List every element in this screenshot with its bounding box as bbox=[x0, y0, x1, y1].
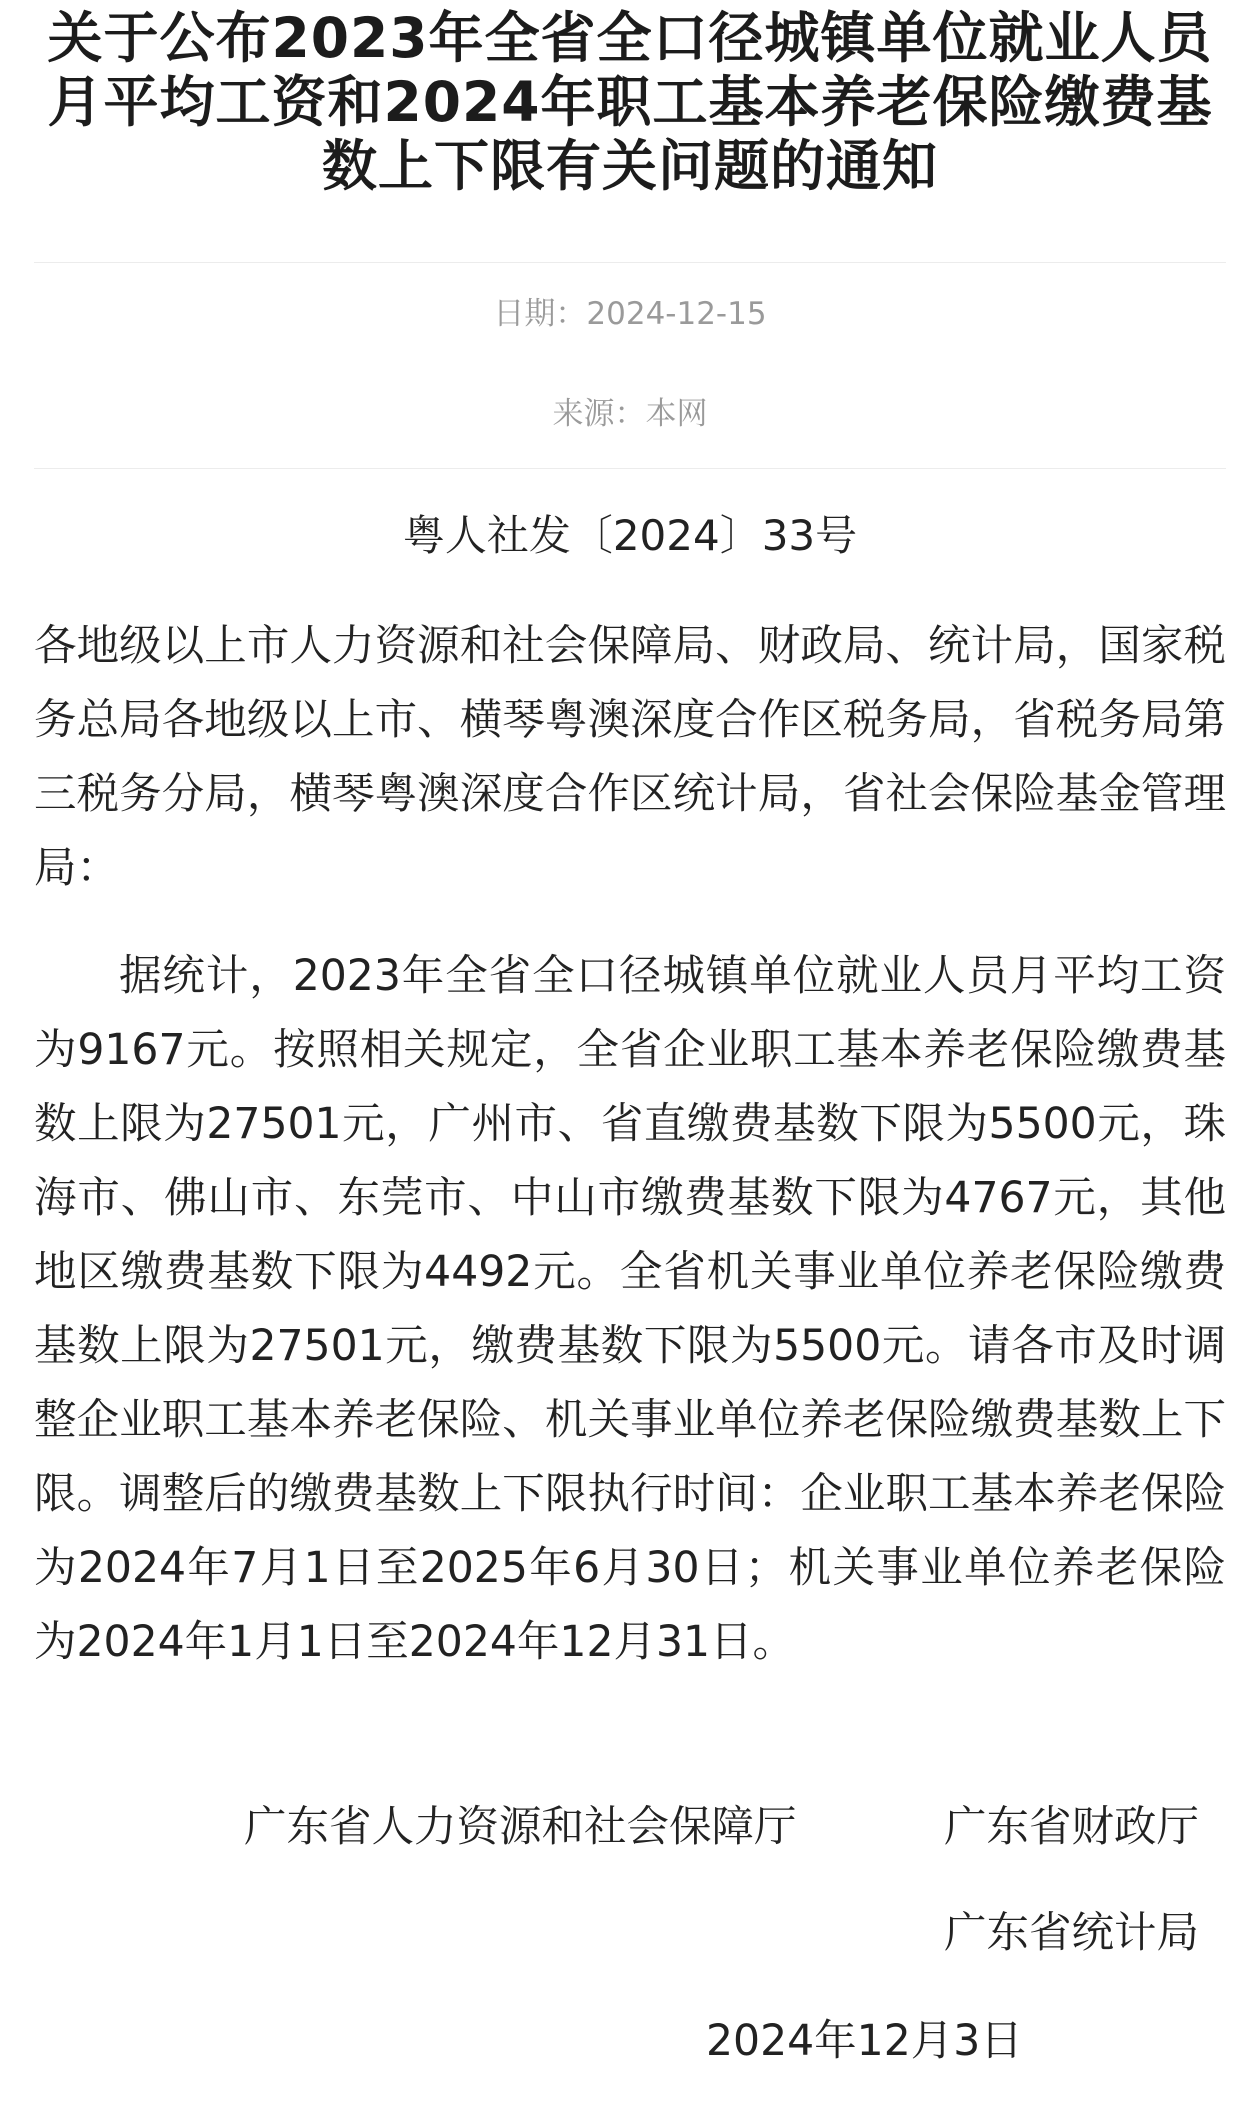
source-label: 来源： bbox=[552, 396, 646, 432]
meta-divider bbox=[34, 468, 1226, 469]
signatory-hrss: 广东省人力资源和社会保障厅 bbox=[244, 1803, 797, 1852]
signatory-finance: 广东省财政厅 bbox=[944, 1803, 1200, 1852]
article-source bbox=[34, 394, 1226, 434]
document-number: 粤人社发〔2024〕33号 bbox=[402, 511, 858, 560]
date-label: 日期： bbox=[493, 296, 587, 332]
article-date bbox=[34, 294, 1226, 334]
body-paragraph: 据统计，2023年全省全口径城镇单位就业人员月平均工资为9167元。按照相关规定，全省企业职工基本养老保险缴费基数上限为27501元，广州市、省直缴费基数下限为5500元，珠海市、佛山市、东莞市、中山市缴费基数下限为4767元，其他地区缴费基数下限为4492元。全省机关事业单位养老保险缴费基数上限为27501元，缴费基数下限为5500元。请各市及时调整企业职工基本养老保险、机关事业单位养老保险缴费基数上下限。调整后的缴费基数上下限执行时间：企业职工基本养老保险为2024年7月1日至2025年6月30日；机关事业单位养老保险为2024年1月1日至2024年12月31日。 bbox=[34, 952, 1226, 1667]
date-value: 2024-12-15 bbox=[586, 296, 767, 332]
article-title: 关于公布2023年全省全口径城镇单位就业人员月平均工资和2024年职工基本养老保险缴费基数上下限有关问题的通知 bbox=[47, 6, 1213, 198]
sign-date: 2024年12月3日 bbox=[706, 2017, 1023, 2066]
source-value: 本网 bbox=[645, 396, 708, 432]
title-divider bbox=[34, 262, 1226, 263]
signatory-statistics: 广东省统计局 bbox=[944, 1909, 1200, 1958]
recipients-paragraph: 各地级以上市人力资源和社会保障局、财政局、统计局，国家税务总局各地级以上市、横琴粤澳深度合作区税务局，省税务局第三税务分局，横琴粤澳深度合作区统计局，省社会保险基金管理局： bbox=[34, 622, 1226, 893]
